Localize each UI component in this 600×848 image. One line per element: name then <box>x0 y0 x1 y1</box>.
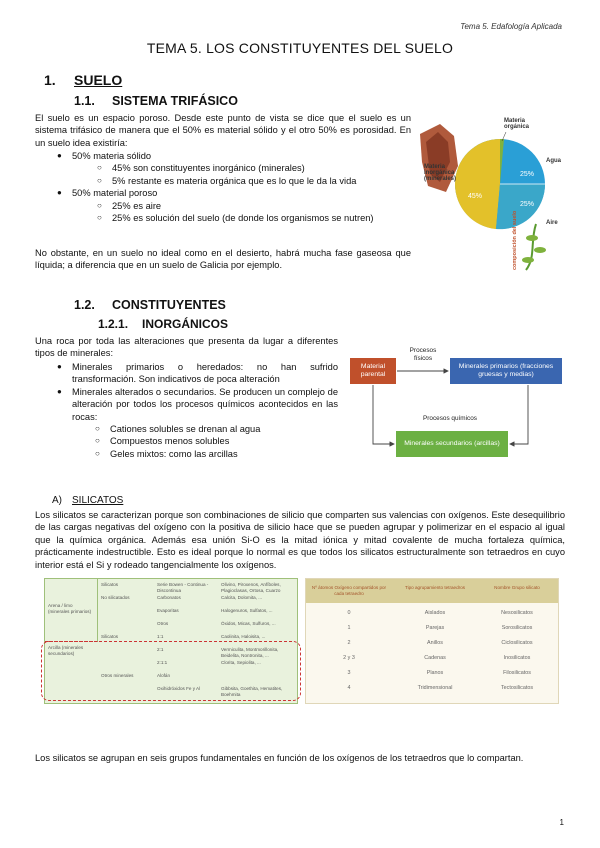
closing-paragraph: Los silicatos se agrupan en seis grupos fundamentales en función de los oxígenos de los tetraedros que lo compartan. <box>35 753 524 763</box>
subsection-label: CONSTITUYENTES <box>112 298 226 312</box>
list-subitem: ○ 25% es solución del suelo (de donde los organismos se nutren) <box>97 213 374 224</box>
table1-group-clay: Arcilla (minerales secundarios) <box>48 645 84 656</box>
label-organic: Materia orgánica <box>504 118 530 130</box>
table2-header-oxygens: Nº átomos Oxígeno compartidos por cada tetraedro <box>311 585 387 596</box>
table2-header-group: Nombre Grupo silicato <box>494 585 540 590</box>
table2-cell: Aislados <box>424 610 446 616</box>
mineral-list <box>57 361 338 460</box>
table1-cell: 2:1:1 <box>157 660 168 665</box>
intro-paragraph: El suelo es un espacio poroso. Desde este punto de vista se dice que el suelo es un sistema trifásico de manera que el 50% es material sólido y el otro 50% es porosidad. En un suelo idea existiría: <box>35 113 411 148</box>
list-subitem: ○ 45% son constituyentes inorgánico (minerales) <box>97 163 305 174</box>
section-number: 1. <box>44 72 56 88</box>
box-parent-material: Material parental <box>350 358 396 384</box>
table2-cell: Nesosilicatos <box>501 610 533 616</box>
note-paragraph: No obstante, en un suelo no ideal como en el desierto, habrá mucha fase gaseosa que líquida; a diferencia que en un suelo de Galicia por ejemplo. <box>35 248 411 271</box>
page-number: 1 <box>559 818 564 827</box>
list-item: ● Minerales alterados o secundarios. Se producen un complejo de alteración por todos los procesos químicos acontecidos en las rocas: <box>57 386 338 422</box>
table1-cell: Olivino, Piroxenos, Anfíboles, Plagioclasas, Ortosa, Cuarzo <box>221 582 281 593</box>
list-subitem: ○ 5% restante es materia orgánica que es lo que le da la vida <box>97 175 357 186</box>
pie-pct-air: 25% <box>520 201 535 208</box>
table1-cell: Otros <box>157 621 169 626</box>
subsubsection-heading-inorganicos <box>98 317 228 331</box>
table2-cell: Anillos <box>427 640 443 646</box>
list-subitem: ○ Cationes solubles se drenan al agua <box>95 424 261 435</box>
label-water: Agua <box>546 158 561 164</box>
subsubsection-label: INORGÁNICOS <box>142 317 229 331</box>
box-primary-minerals: Minerales primarios (fracciones gruesas y medias) <box>450 358 562 384</box>
label-composition: composición del suelo <box>512 210 518 270</box>
table2-cell: 2 y 3 <box>343 655 355 661</box>
table1-cell: Silicatos <box>101 634 119 639</box>
table1-cell: 1:1 <box>157 634 164 639</box>
label-inorganic: Materia inorgánica (minerales) <box>424 164 457 182</box>
table2-cell: 0 <box>347 610 351 616</box>
list-subitem: ○ Geles mixtos: como las arcillas <box>95 448 238 459</box>
table2-cell: Tectosilicatos <box>500 685 534 691</box>
table2-cell: Ciclosilicatos <box>501 640 533 646</box>
subsubsection-number: 1.2.1. <box>98 317 129 331</box>
table1-cell: Silicatos <box>101 582 119 587</box>
subsection-number: 1.2. <box>74 298 95 312</box>
subsection-heading-constituyentes <box>74 298 226 312</box>
silicatos-marker: A) <box>52 495 62 506</box>
subsection-heading-trifasico <box>74 94 238 108</box>
table1-cell: Calcita, Dolomita, ... <box>221 595 263 600</box>
list-subitem: ○ 25% es aire <box>97 200 162 211</box>
diagram-arrows <box>350 345 562 460</box>
table2-cell: Cadenas <box>424 655 446 661</box>
label-physical-processes: Procesos físicos <box>409 347 437 362</box>
list-item: ● 50% material poroso <box>57 188 158 199</box>
label-air: Aire <box>546 220 558 226</box>
table1-cell: Gibbsita, Goethita, Hematites, Boehmita <box>221 686 283 697</box>
pie-pct-minerals: 45% <box>468 193 483 200</box>
table1-cell: Evaporitas <box>157 608 179 613</box>
table2-cell: Parejas <box>425 625 445 631</box>
inorganic-intro: Una roca por toda las alteraciones que presenta da lugar a diferentes tipos de minerales: <box>35 336 338 359</box>
subsection-label: SISTEMA TRIFÁSICO <box>112 94 238 108</box>
list-item: ● 50% materia sólido <box>57 151 152 161</box>
table1-cell: Serie Bowen - Continua - Discontinua <box>157 582 209 593</box>
table2-cell: Planos <box>426 670 444 676</box>
silicatos-paragraph: Los silicatos se caracterizan porque son combinaciones de silicio que comparten sus valencias con oxígenos. Este desequilibrio de las cargas negativas del oxígeno con la positiva de silicio hace que se pueden agrupar y polimerizar en el espacio al igual que la química orgánica. Además esa unión Si-O es la mitad iónica y mitad covalente de mucha fortaleza química, prácticamente indestructible. Esto es ideal porque lo normal es que todos los silicatos estructuralmente son tetraedros en cuyo interior está el Si y rodeado tangencialmente los oxígenos. <box>35 510 565 570</box>
silicate-groups-table <box>305 578 559 704</box>
alteration-diagram <box>350 345 562 460</box>
table1-cell: Óxidos, Micas, Sulfuros, ... <box>221 621 276 626</box>
list-subitem: ○ Compuestos menos solubles <box>95 436 230 447</box>
pie-slice-minerals <box>455 139 500 229</box>
box-secondary-minerals: Minerales secundarios (arcillas) <box>396 431 508 457</box>
silicatos-label: SILICATOS <box>72 495 124 506</box>
list-item: ● Minerales primarios o heredados: no han sufrido transformación. Son indicativos de poca alteración <box>57 362 338 385</box>
table1-cell: Caolinita, Haloisita, ... <box>221 634 266 639</box>
table1-cell: Alofán <box>157 673 171 678</box>
section-label: SUELO <box>74 72 123 88</box>
table1-cell: Otros minerales <box>101 673 134 678</box>
table1-cell: Vermiculita, Montmorillonita, Beidelita, Nontronita, ... <box>221 647 279 658</box>
table2-cell: Inosilicatos <box>503 655 531 661</box>
table2-cell: Filosilicatos <box>503 670 531 676</box>
table1-cell: No silicatados <box>101 595 130 600</box>
silicatos-heading <box>52 495 123 506</box>
table1-group-sand: Arena / limo (minerales primarios) <box>48 603 92 614</box>
section-heading-suelo <box>44 72 122 88</box>
table2-cell: 3 <box>347 670 351 676</box>
table2-cell: 2 <box>347 640 351 646</box>
running-header: Tema 5. Edafología Aplicada <box>460 22 562 31</box>
label-chemical-processes: Procesos químicos <box>423 415 477 422</box>
table1-cell: Clorita, Sepiolita, ... <box>221 660 261 665</box>
table2-header-type: Tipo agrupamiento tetraedros <box>404 585 466 590</box>
table2-cell: 4 <box>347 685 351 691</box>
soil-composition-figure <box>418 112 568 272</box>
table1-cell: Carbonatos <box>157 595 181 600</box>
pie-pct-water: 25% <box>520 171 535 178</box>
phase-list <box>57 150 412 224</box>
page-title: TEMA 5. LOS CONSTITUYENTES DEL SUELO <box>146 40 454 56</box>
table1-cell: Oxihidróxidos Fe y Al <box>157 686 201 691</box>
table1-cell: 2:1 <box>157 647 164 652</box>
mineral-classification-table <box>44 578 298 704</box>
table2-cell: 1 <box>347 625 351 631</box>
table2-cell: Sorosilicatos <box>501 625 533 631</box>
table2-cell: Tridimensional <box>417 685 453 691</box>
plant-illustration <box>526 224 536 270</box>
subsection-number: 1.1. <box>74 94 95 108</box>
table1-cell: Halogenuros, Sulfatos, ... <box>221 608 273 613</box>
